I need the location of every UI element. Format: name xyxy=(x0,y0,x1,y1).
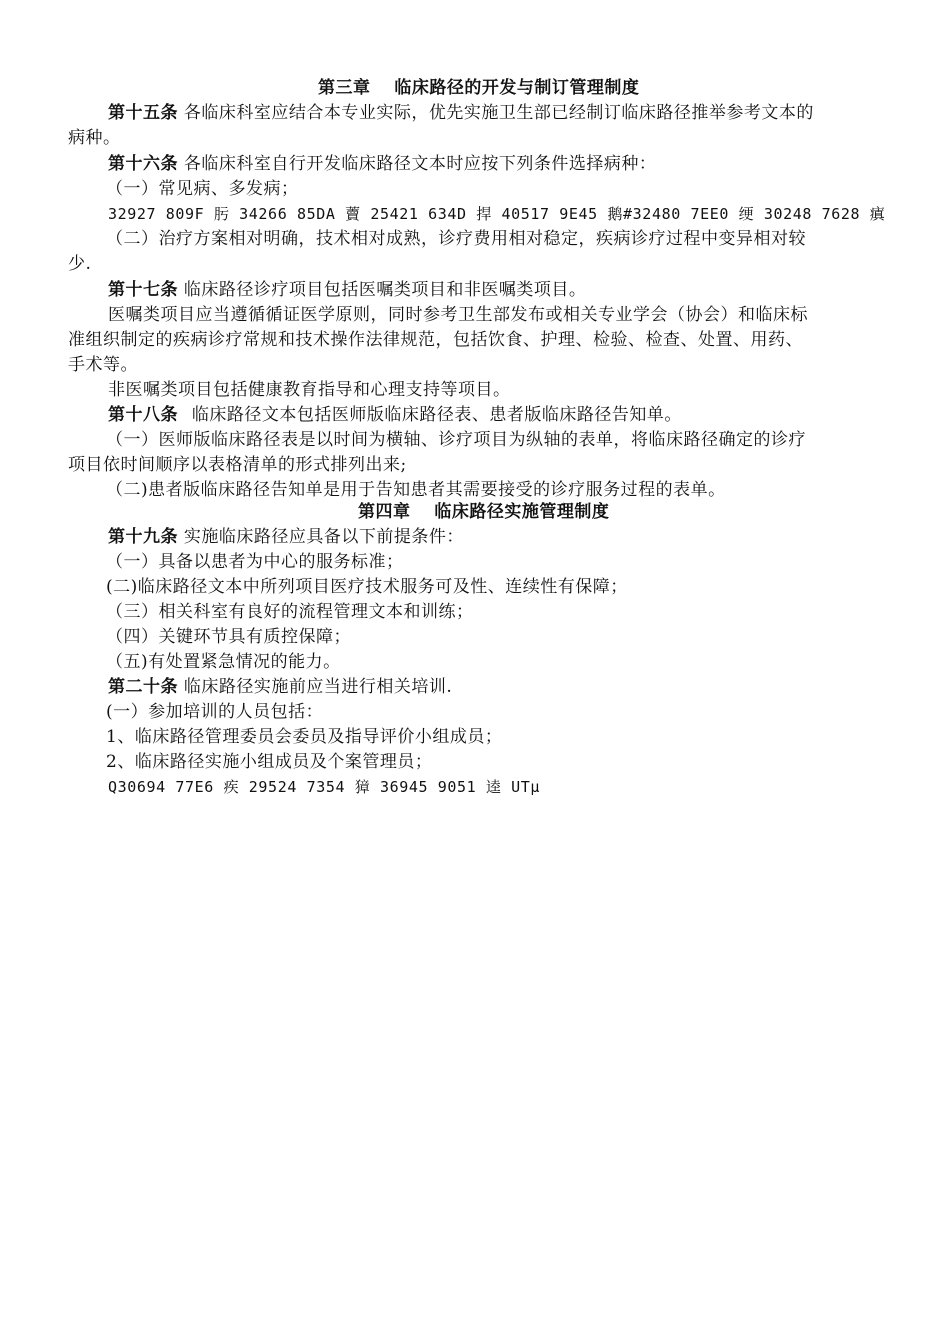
article-17-p2: 非医嘱类项目包括健康教育指导和心理支持等项目。 xyxy=(108,380,511,400)
article-15 xyxy=(108,101,814,125)
garbled-line-1: 32927 809F 肟 34266 85DA 藚 25421 634D 捍 40517 9E45 鹅#32480 7EE0 绠 30248 7628 瘨 xyxy=(108,205,886,223)
chapter-4-heading: 第四章 临床路径实施管理制度 xyxy=(358,502,610,522)
article-17 xyxy=(108,278,586,302)
article-19-item-4: （四）关键环节具有质控保障； xyxy=(106,627,351,647)
article-18-label: 第十八条 xyxy=(108,405,178,425)
garbled-line-2: Q30694 77E6 疾 29524 7354 獐 36945 9051 逵 UTμ xyxy=(108,778,541,796)
article-17-p1-cont-2: 手术等。 xyxy=(68,355,138,375)
article-16-text: 各临床科室自行开发临床路径文本时应按下列条件选择病种： xyxy=(183,154,657,174)
article-18-item-1-cont: 项目依时间顺序以表格清单的形式排列出来; xyxy=(68,455,407,475)
article-16 xyxy=(108,152,656,176)
article-19-item-5: （五)有处置紧急情况的能力。 xyxy=(106,652,341,672)
article-20-text: 临床路径实施前应当进行相关培训. xyxy=(183,677,453,697)
article-19 xyxy=(108,525,464,549)
article-18-item-2: （二)患者版临床路径告知单是用于告知患者其需要接受的诊疗服务过程的表单。 xyxy=(106,480,726,500)
article-16-item-2-cont: 少. xyxy=(68,254,92,274)
article-19-item-1: （一）具备以患者为中心的服务标准； xyxy=(106,552,404,572)
article-18-text: 临床路径文本包括医师版临床路径表、患者版临床路径告知单。 xyxy=(191,405,682,425)
article-20-item-1: (一）参加培训的人员包括： xyxy=(106,702,324,722)
article-20-sub-1: 1、临床路径管理委员会委员及指导评价小组成员； xyxy=(106,727,503,747)
article-19-item-3: （三）相关科室有良好的流程管理文本和训练； xyxy=(106,602,474,622)
article-15-text: 各临床科室应结合本专业实际，优先实施卫生部已经制订临床路径推举参考文本的 xyxy=(183,103,814,123)
article-16-label: 第十六条 xyxy=(108,154,178,174)
article-18 xyxy=(108,403,682,427)
article-20-sub-2: 2、临床路径实施小组成员及个案管理员； xyxy=(106,752,433,772)
article-15-label: 第十五条 xyxy=(108,103,178,123)
article-17-label: 第十七条 xyxy=(108,280,178,300)
article-18-item-1: （一）医师版临床路径表是以时间为横轴、诊疗项目为纵轴的表单，将临床路径确定的诊疗 xyxy=(106,430,806,450)
chapter-3-heading: 第三章 临床路径的开发与制订管理制度 xyxy=(318,78,640,98)
article-15-cont: 病种。 xyxy=(68,128,121,148)
article-19-text: 实施临床路径应具备以下前提条件： xyxy=(183,527,464,547)
article-20-label: 第二十条 xyxy=(108,677,178,697)
article-20 xyxy=(108,675,452,699)
article-16-item-2: （二）治疗方案相对明确，技术相对成熟，诊疗费用相对稳定，疾病诊疗过程中变异相对较 xyxy=(106,229,806,249)
article-17-text: 临床路径诊疗项目包括医嘱类项目和非医嘱类项目。 xyxy=(183,280,587,300)
article-17-p1-cont-1: 准组织制定的疾病诊疗常规和技术操作法律规范，包括饮食、护理、检验、检查、处置、用药、 xyxy=(68,330,803,350)
article-19-item-2: (二)临床路径文本中所列项目医疗技术服务可及性、连续性有保障； xyxy=(106,577,628,597)
article-16-item-1: （一）常见病、多发病； xyxy=(106,179,299,199)
article-17-p1: 医嘱类项目应当遵循循证医学原则，同时参考卫生部发布或相关专业学会（协会）和临床标 xyxy=(108,305,808,325)
article-19-label: 第十九条 xyxy=(108,527,178,547)
